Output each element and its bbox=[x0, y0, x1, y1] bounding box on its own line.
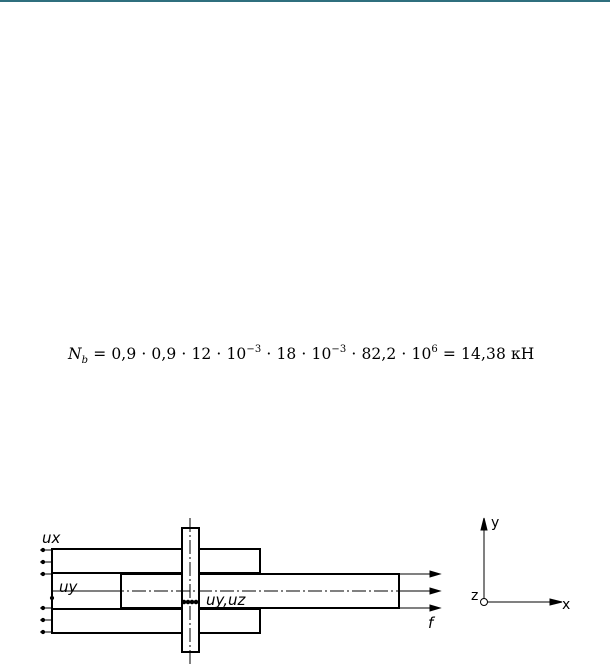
formula-term: 18 bbox=[276, 345, 297, 363]
z-origin-icon bbox=[481, 599, 488, 606]
formula-result: 14,38 bbox=[461, 345, 506, 363]
x-arrow-icon bbox=[550, 599, 562, 605]
bottom-plate bbox=[52, 609, 260, 633]
force-arrows bbox=[399, 571, 440, 611]
formula-term: 10 bbox=[226, 345, 247, 363]
formula-symbol-n: N bbox=[68, 345, 82, 363]
formula-term: 10 bbox=[411, 345, 432, 363]
axis-label-y: y bbox=[491, 515, 500, 531]
formula-dot: · bbox=[346, 345, 362, 363]
formula-equals: = bbox=[437, 345, 462, 363]
coordinate-axes bbox=[481, 518, 563, 606]
formula-dot: · bbox=[211, 345, 227, 363]
label-uy: uy bbox=[59, 578, 78, 596]
axis-label-z: z bbox=[471, 588, 479, 604]
formula-dot: · bbox=[396, 345, 412, 363]
formula-exponent: −3 bbox=[331, 344, 347, 355]
formula-term: 10 bbox=[311, 345, 332, 363]
axis-label-x: x bbox=[562, 597, 571, 613]
label-f: f bbox=[428, 614, 434, 632]
formula-dot: · bbox=[296, 345, 312, 363]
formula-exponent: 6 bbox=[431, 344, 438, 355]
formula-term: 0,9 bbox=[151, 345, 177, 363]
label-ux: ux bbox=[42, 529, 61, 547]
label-uy-uz: uy,uz bbox=[206, 591, 246, 609]
formula-term: 82,2 bbox=[361, 345, 397, 363]
top-plate bbox=[52, 549, 260, 573]
formula-dot: · bbox=[261, 345, 277, 363]
formula-term: 0,9 bbox=[111, 345, 137, 363]
formula-term: 12 bbox=[191, 345, 212, 363]
y-arrow-icon bbox=[481, 518, 487, 530]
formula-exponent: −3 bbox=[246, 344, 262, 355]
formula-dot: · bbox=[176, 345, 192, 363]
formula-unit: кН bbox=[510, 345, 535, 363]
formula-equals: = bbox=[88, 345, 112, 363]
formula-subscript-b: b bbox=[81, 355, 89, 366]
formula-dot: · bbox=[136, 345, 152, 363]
